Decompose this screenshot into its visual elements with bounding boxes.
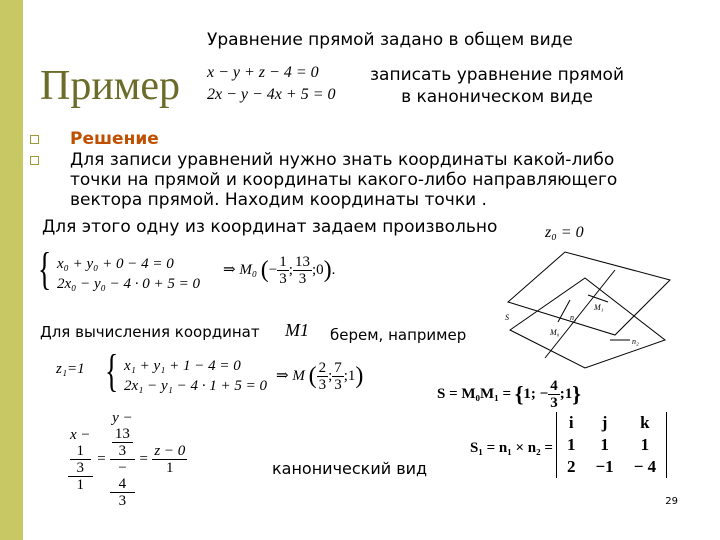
slide-title: Пример (40, 63, 181, 109)
fig-label-m0: M₀ (550, 328, 560, 337)
explanation-line-1: Для записи уравнений нужно знать координаты какой-либо (70, 150, 615, 170)
m1-x-fraction: $\frac{2}{3}$ (318, 360, 327, 393)
canonical-equation: x − 1 3 1 = y − 13 3 − 4 3 = $\frac{z - 0}{1}$ (70, 410, 186, 509)
intersection-line (545, 270, 615, 358)
page-number: 29 (665, 496, 678, 507)
m0-y-fraction: $\frac{13}{3}$ (294, 254, 310, 287)
system-m1-line-1: x₁ + y₁ + 1 − 4 = 0 (124, 358, 241, 374)
plane-1 (508, 252, 670, 335)
solution-heading: Решение (70, 129, 159, 149)
m0-result: ⇒ M₀ (− $\frac{1}{3}$ ; $\frac{13}{3}$ ;0). (223, 254, 336, 287)
vector-s-fraction: $\frac{4}{3}$ (550, 378, 558, 411)
given-system-line-1: x − y + z − 4 = 0 (207, 64, 319, 81)
given-system-line-2: 2x − y − 4x + 5 = 0 (207, 86, 336, 103)
system-m0-line-1: x₀ + y₀ + 0 − 4 = 0 (57, 256, 174, 272)
fig-label-s: S (505, 313, 509, 322)
explanation-text (70, 150, 617, 210)
bullet-marker (30, 135, 39, 144)
given-system (207, 64, 336, 104)
statement-line: Уравнение прямой задано в общем виде (207, 30, 573, 50)
matrix-row: 1 1 1 (567, 435, 650, 454)
vector-s-lhs: S = M₀M₁ = (437, 385, 515, 402)
system-brace: { (38, 243, 52, 294)
arbitrary-coord-text: Для этого одну из координат задаем произвольно (42, 217, 498, 237)
system-m1 (124, 356, 267, 396)
matrix-row: 2 −1 − 4 (567, 457, 657, 476)
canonical-label: канонический вид (272, 459, 428, 478)
system-brace: { (105, 345, 119, 396)
m1-suffix-text: берем, например (330, 326, 467, 344)
m1-symbol: M1 (285, 320, 309, 340)
z0-equation: z₀ = 0 (545, 224, 584, 241)
m1-y-fraction: $\frac{7}{3}$ (334, 360, 342, 393)
task-text (370, 64, 624, 108)
explanation-line-2: точки на прямой и координаты какого-либо направляющего (70, 170, 618, 190)
task-line-2: в каноническом виде (401, 87, 593, 107)
m0-point: M₀ (239, 261, 258, 278)
planes-figure (490, 240, 690, 370)
fig-label-n2: n₂ (632, 337, 639, 346)
fig-label-n1: n₁ (570, 313, 577, 322)
task-line-1: записать уравнение прямой (370, 65, 625, 85)
m1-point: M (292, 367, 305, 384)
fig-label-m1: M₁ (594, 303, 604, 312)
explanation-line-3: вектора прямой. Находим координаты точки . (70, 190, 487, 210)
sidebar-bar (0, 0, 23, 540)
m1-intro-text: Для вычисления координат (40, 323, 260, 341)
implies-arrow: ⇒ (276, 367, 289, 384)
system-m0-line-2: 2x₀ − y₀ − 4 · 0 + 5 = 0 (57, 276, 200, 292)
canonical-z-fraction: $\frac{z - 0}{1}$ (154, 443, 186, 476)
vector-s: S = M₀M₁ = {1; − $\frac{4}{3}$ ;1} (437, 378, 581, 411)
canonical-y-fraction: y − 13 3 − 4 3 (112, 410, 133, 509)
m1-result: ⇒ M ( $\frac{2}{3}$ ; $\frac{7}{3}$ ;1) (276, 360, 364, 393)
determinant-matrix (556, 412, 667, 478)
bullet-marker (30, 156, 39, 165)
z1-equation: z₁=1 (56, 361, 85, 377)
matrix-row: i j k (568, 413, 650, 432)
vector-s-arrow (558, 300, 570, 322)
plane-2 (510, 278, 665, 368)
implies-arrow: ⇒ (223, 261, 236, 278)
s1-equation: S₁ = n₁ × n₂ = (470, 440, 553, 456)
m0-x-fraction: $\frac{1}{3}$ (279, 254, 287, 287)
canonical-x-fraction: x − 1 3 1 (70, 426, 91, 493)
system-m1-line-2: 2x₁ − y₁ − 4 · 1 + 5 = 0 (124, 378, 267, 394)
system-m0 (57, 254, 200, 294)
